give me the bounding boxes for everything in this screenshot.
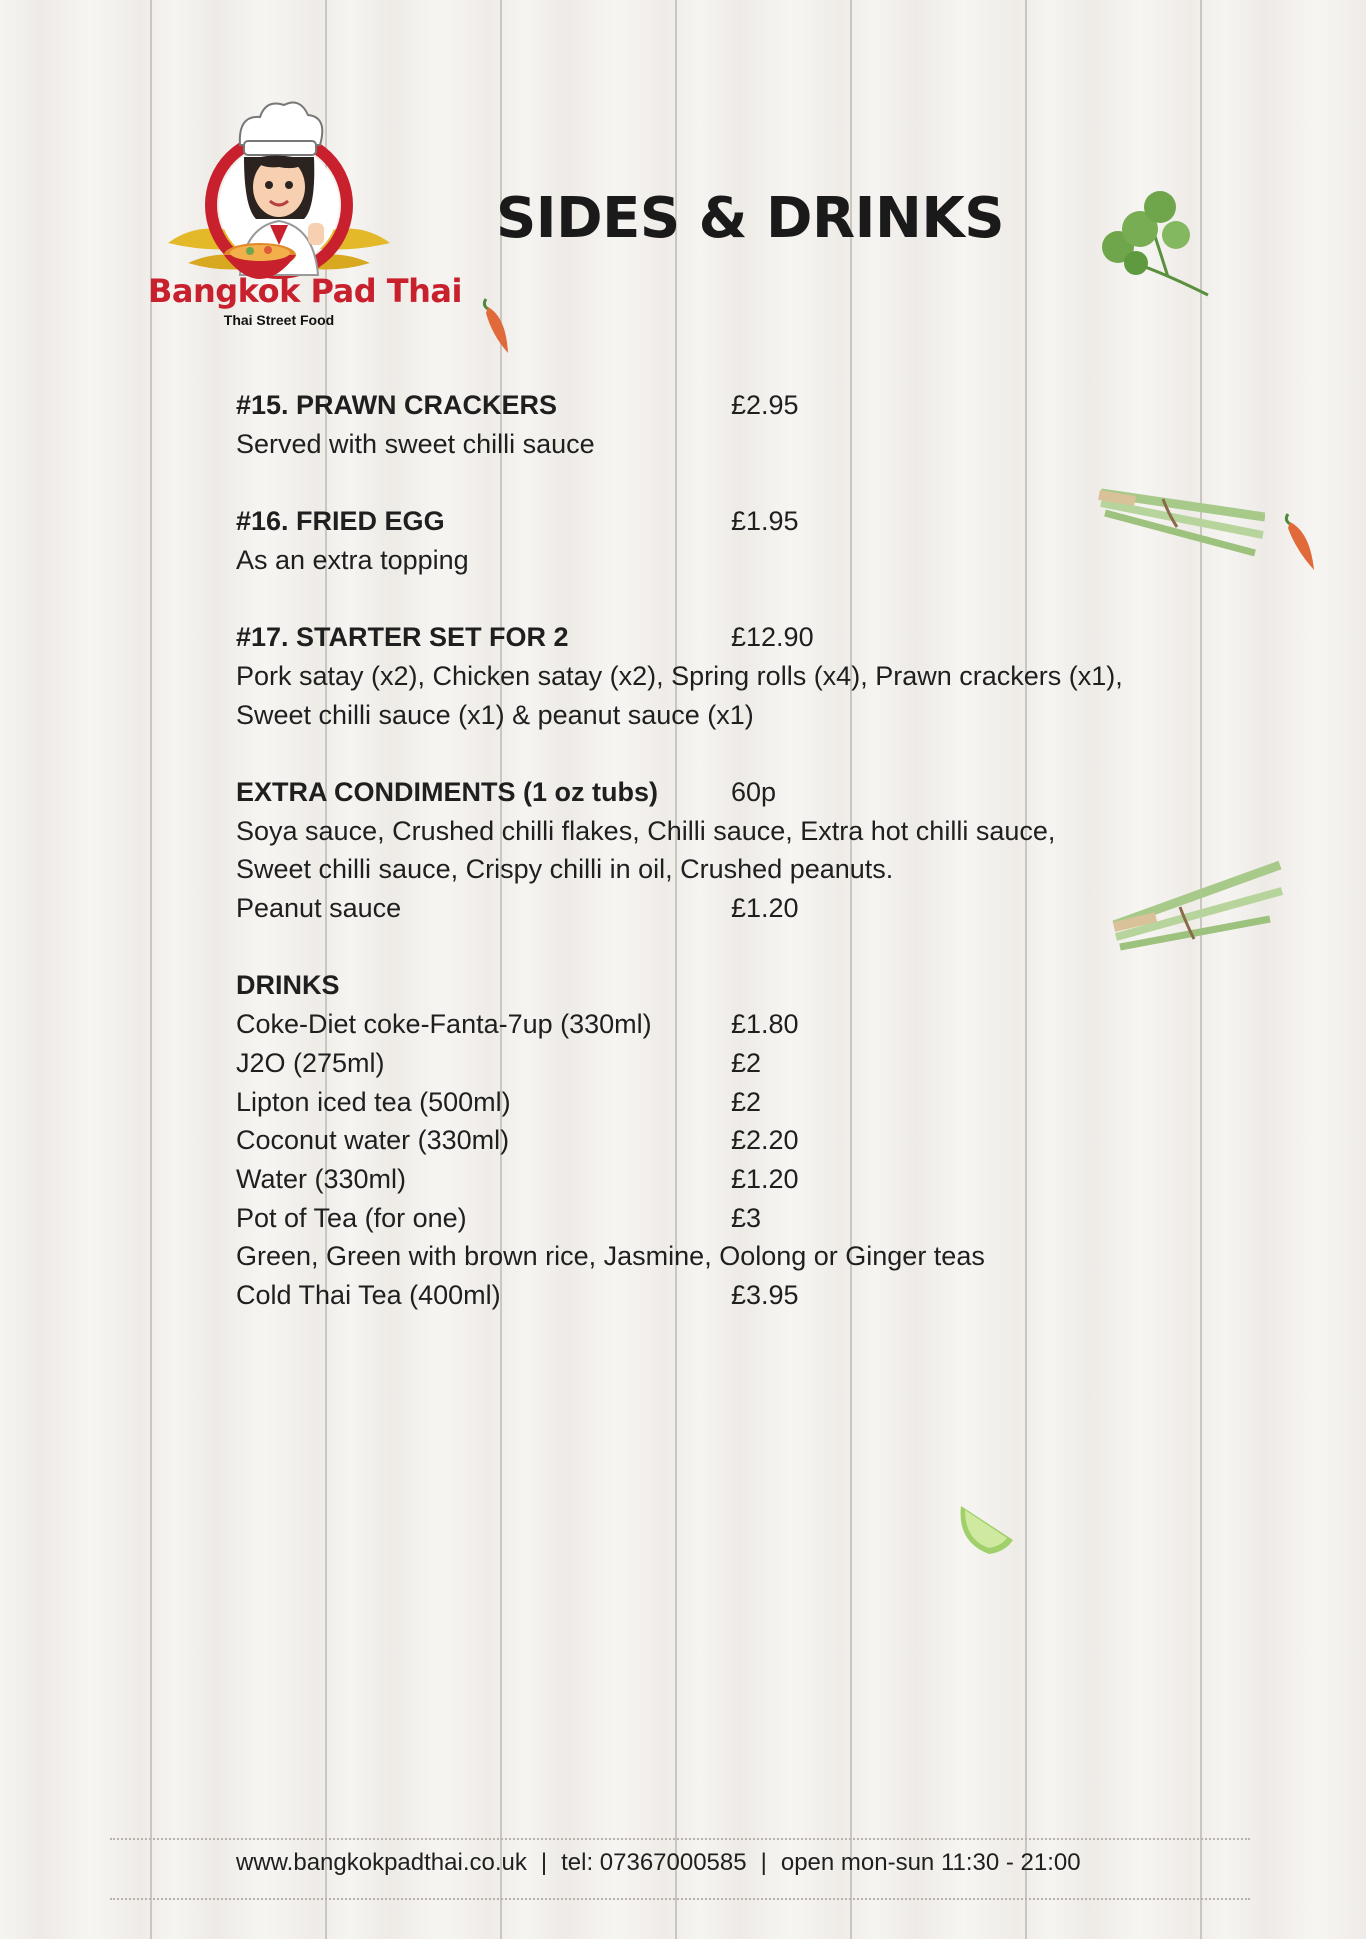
drink-price: £3.95 [731, 1280, 799, 1311]
item-price: £1.95 [731, 506, 799, 537]
drink-item [236, 1083, 1216, 1122]
drink-price: £2 [731, 1086, 762, 1117]
lime-icon [955, 1502, 1017, 1558]
item-description: Served with sweet chilli sauce [236, 428, 595, 459]
brand-name: Bangkok Pad Thai [148, 272, 462, 310]
item-price: £1.20 [731, 893, 799, 924]
footer-phone[interactable]: tel: 07367000585 [561, 1849, 747, 1876]
drink-price: £2 [731, 1047, 762, 1078]
item-name: #17. STARTER SET FOR 2 [236, 622, 569, 653]
drink-item [236, 1276, 1216, 1315]
tea-options: Green, Green with brown rice, Jasmine, Oolong or Ginger teas [236, 1241, 985, 1272]
drink-item [236, 1121, 1216, 1160]
footer-divider [110, 1898, 1250, 1900]
brand-tagline: Thai Street Food [223, 312, 335, 328]
drink-name: Pot of Tea (for one) [236, 1202, 467, 1233]
condiments-description: Soya sauce, Crushed chilli flakes, Chilli sauce, Extra hot chilli sauce, [236, 815, 1056, 846]
menu-item [236, 618, 1216, 657]
item-price: £2.95 [731, 390, 799, 420]
item-price: £12.90 [731, 622, 814, 653]
condiments-name: EXTRA CONDIMENTS (1 oz tubs) [236, 776, 658, 807]
footer-separator: | [540, 1849, 548, 1876]
drinks-heading: DRINKS [236, 970, 340, 1001]
page-title: SIDES & DRINKS [495, 186, 1005, 251]
drink-name: Water (330ml) [236, 1164, 407, 1194]
drink-name: Coconut water (330ml) [236, 1125, 510, 1156]
footer-website[interactable]: www.bangkokpadthai.co.uk [236, 1849, 527, 1876]
chilli-icon [1280, 510, 1324, 574]
drink-name: Lipton iced tea (500ml) [236, 1086, 511, 1117]
drink-price: £1.20 [731, 1164, 799, 1194]
drink-price: £1.80 [731, 1009, 799, 1040]
footer [236, 1849, 1236, 1877]
coriander-icon [1088, 185, 1218, 303]
item-name: #15. PRAWN CRACKERS [236, 390, 558, 420]
item-name: #16. FRIED EGG [236, 506, 445, 537]
drink-price: £2.20 [731, 1125, 799, 1156]
drink-item [236, 1199, 1216, 1238]
menu-item [236, 386, 1216, 425]
condiments-header [236, 773, 1216, 812]
drink-name: Cold Thai Tea (400ml) [236, 1280, 501, 1311]
drink-name: J2O (275ml) [236, 1047, 385, 1078]
item-description: Sweet chilli sauce (x1) & peanut sauce (x1) [236, 699, 754, 730]
menu-list [236, 386, 1216, 1315]
item-description: As an extra topping [236, 544, 469, 575]
item-name: Peanut sauce [236, 893, 402, 924]
drink-item [236, 1044, 1216, 1083]
condiment-extra [236, 889, 1216, 928]
item-description: Pork satay (x2), Chicken satay (x2), Spring rolls (x4), Prawn crackers (x1), [236, 660, 1123, 691]
drink-item [236, 1005, 1216, 1044]
menu-item [236, 502, 1216, 541]
drink-name: Coke-Diet coke-Fanta-7up (330ml) [236, 1009, 652, 1040]
footer-separator: | [760, 1849, 767, 1876]
footer-divider [110, 1838, 1250, 1840]
chilli-icon [478, 295, 518, 357]
condiments-description: Sweet chilli sauce, Crispy chilli in oil, Crushed peanuts. [236, 854, 894, 885]
condiments-price: 60p [731, 776, 777, 807]
drink-price: £3 [731, 1202, 762, 1233]
footer-hours: open mon-sun 11:30 - 21:00 [780, 1849, 1081, 1876]
drink-item [236, 1160, 1216, 1199]
